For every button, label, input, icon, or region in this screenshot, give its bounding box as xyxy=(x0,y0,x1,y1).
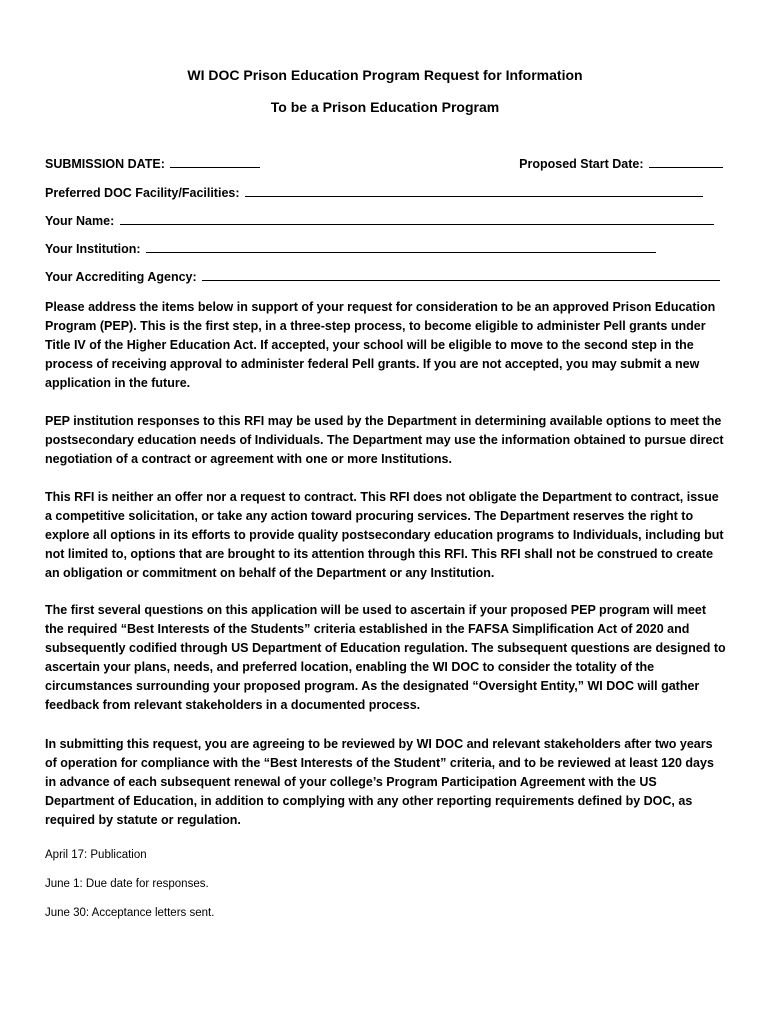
date-responses-due: June 1: Due date for responses. xyxy=(45,878,209,890)
criteria-paragraph: The first several questions on this application will be used to ascertain if your proposed PEP program will meet the required “Best Interests of the Students” criteria established in the FAFSA Simplification Act of 2020 and subsequently codified through US Department of Education regulation. The subsequent questions are designed to ascertain your plans, needs, and preferred location, enabling the WI DOC to consider the totality of the circumstances surrounding your proposed program. As the designated “Oversight Entity,” WI DOC will gather feedback from relevant stakeholders in a documented process. xyxy=(45,603,726,712)
submission-date-row xyxy=(45,156,260,171)
institution-label: Your Institution: xyxy=(45,242,141,256)
usage-paragraph: PEP institution responses to this RFI may be used by the Department in determining available options to meet the postsecondary education needs of Individuals. The Department may use the information obtained to pursue direct negotiation of a contract or agreement with one or more Institutions. xyxy=(45,414,724,466)
intro-paragraph: Please address the items below in support of your request for consideration to be an approved Prison Education Program (PEP). This is the first step, in a three-step process, to become eligible to administer Pell grants under Title IV of the Higher Education Act. If accepted, your school will be eligible to move to the second step in the process of receiving approval to administer federal Pell grants. If you are not accepted, you may submit a new application in the future. xyxy=(45,300,716,390)
facility-label: Preferred DOC Facility/Facilities: xyxy=(45,186,240,200)
disclaimer-paragraph: This RFI is neither an offer nor a request to contract. This RFI does not obligate the Department to contract, issue a competitive solicitation, or take any action toward procuring services. The Department reserves the right to explore all options in its efforts to provide quality postsecondary education programs to Individuals, including but not limited to, options that are brought to its attention through this RFI. This RFI shall not be construed to create an obligation or commitment on behalf of the Department or any Institution. xyxy=(45,490,724,580)
agency-field[interactable] xyxy=(202,269,720,281)
institution-field[interactable] xyxy=(146,241,656,253)
date-acceptance: June 30: Acceptance letters sent. xyxy=(45,907,215,919)
submission-date-field[interactable] xyxy=(170,156,260,168)
document-title: WI DOC Prison Education Program Request for Information xyxy=(187,67,583,83)
agency-label: Your Accrediting Agency: xyxy=(45,270,197,284)
proposed-start-field[interactable] xyxy=(649,156,723,168)
submission-date-label: SUBMISSION DATE: xyxy=(45,157,165,171)
document-subtitle: To be a Prison Education Program xyxy=(270,99,500,115)
proposed-start-label: Proposed Start Date: xyxy=(519,157,644,171)
name-row xyxy=(45,213,714,228)
name-label: Your Name: xyxy=(45,214,115,228)
facility-row xyxy=(45,185,703,200)
date-publication: April 17: Publication xyxy=(45,849,147,861)
name-field[interactable] xyxy=(120,213,714,225)
facility-field[interactable] xyxy=(245,185,703,197)
agreement-paragraph: In submitting this request, you are agreeing to be reviewed by WI DOC and relevant stakeholders after two years of operation for compliance with the “Best Interests of the Student” criteria, and to be reviewed at least 120 days in advance of each subsequent renewal of your college’s Program Participation Agreement with the US Department of Education, in addition to complying with any other reporting requirements defined by DOC, as required by statute or regulation. xyxy=(45,737,714,827)
institution-row xyxy=(45,241,656,256)
proposed-start-row xyxy=(519,156,723,171)
agency-row xyxy=(45,269,720,284)
